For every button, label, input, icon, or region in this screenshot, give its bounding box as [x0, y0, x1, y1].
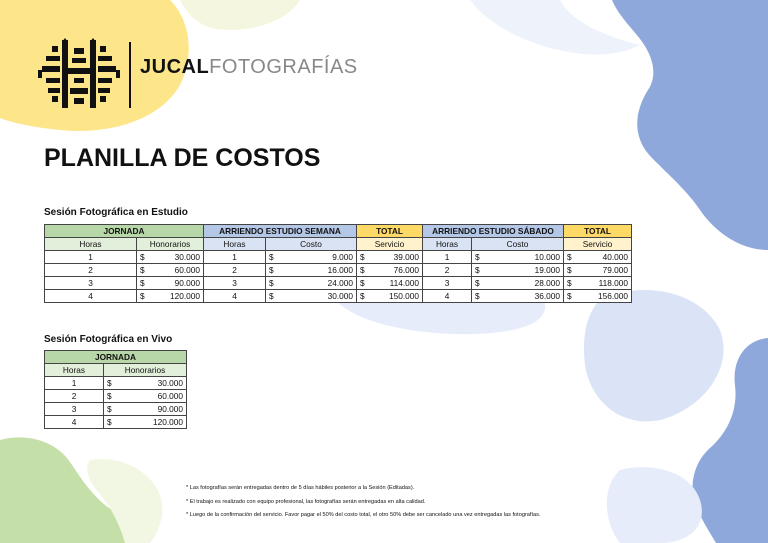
table-row [45, 377, 187, 390]
table-row [45, 277, 632, 290]
cell-value: 16.000 [327, 264, 354, 275]
cell-value: 60.000 [174, 264, 200, 275]
table-row [45, 264, 632, 277]
cell-value: 9.000 [332, 251, 354, 262]
header-jornada: JORNADA [45, 351, 187, 364]
subheader-servicio-weekday: Servicio [357, 238, 423, 251]
cell-weekday-horas: 3 [204, 277, 266, 290]
cell-horas: 1 [45, 377, 104, 390]
cell-honorarios [104, 390, 187, 403]
currency-symbol: $ [360, 251, 365, 262]
cell-horas: 3 [45, 277, 137, 290]
currency-symbol: $ [107, 403, 112, 414]
cell-weekday-costo [266, 264, 357, 277]
cell-value: 79.000 [602, 264, 629, 275]
currency-symbol: $ [567, 290, 572, 301]
currency-symbol: $ [107, 390, 112, 401]
logo-divider [129, 42, 131, 108]
currency-symbol: $ [567, 264, 572, 275]
cell-value: 28.000 [534, 277, 561, 288]
cell-value: 10.000 [534, 251, 561, 262]
subheader-servicio-saturday: Servicio [564, 238, 632, 251]
cell-value: 24.000 [327, 277, 354, 288]
cell-horas: 2 [45, 264, 137, 277]
cream-blob-top [180, 0, 300, 30]
subheader-costo-weekday: Costo [266, 238, 357, 251]
cell-value: 114.000 [389, 277, 420, 288]
live-header-row [45, 351, 187, 364]
table-row [45, 403, 187, 416]
cell-saturday-total [564, 277, 632, 290]
tribal-pattern-logo-icon [38, 38, 120, 110]
cell-value: 36.000 [534, 290, 561, 301]
currency-symbol: $ [360, 277, 365, 288]
currency-symbol: $ [107, 416, 112, 427]
studio-section-title: Sesión Fotográfica en Estudio [44, 207, 188, 218]
cell-value: 120.000 [153, 416, 183, 427]
cell-saturday-total [564, 290, 632, 303]
header-saturday-rental: ARRIENDO ESTUDIO SÁBADO [423, 225, 564, 238]
brand-part-2: FOTOGRAFÍAS [209, 56, 358, 78]
subheader-honorarios: Honorarios [137, 238, 204, 251]
currency-symbol: $ [269, 290, 274, 301]
currency-symbol: $ [269, 264, 274, 275]
currency-symbol: $ [360, 290, 365, 301]
footnote: * El trabajo es realizado con equipo profesional, las fotografías serán entregadas en alta calidad. [186, 498, 426, 505]
cell-horas: 1 [45, 251, 137, 264]
live-cost-table [44, 350, 187, 429]
cell-value: 19.000 [534, 264, 561, 275]
studio-header-row [45, 225, 632, 238]
cell-weekday-total [357, 251, 423, 264]
cell-saturday-costo [472, 277, 564, 290]
brand-part-1: JUCAL [140, 56, 210, 78]
live-section-title: Sesión Fotográfica en Vivo [44, 334, 173, 345]
cell-honorarios [137, 290, 204, 303]
currency-symbol: $ [567, 251, 572, 262]
cell-saturday-costo [472, 251, 564, 264]
page-title: PLANILLA DE COSTOS [44, 144, 321, 172]
header-jornada: JORNADA [45, 225, 204, 238]
currency-symbol: $ [475, 277, 480, 288]
subheader-honorarios: Honorarios [104, 364, 187, 377]
cell-horas: 2 [45, 390, 104, 403]
cell-saturday-horas: 3 [423, 277, 472, 290]
header-total-saturday: TOTAL [564, 225, 632, 238]
table-row [45, 416, 187, 429]
cell-horas: 3 [45, 403, 104, 416]
currency-symbol: $ [475, 290, 480, 301]
cell-weekday-costo [266, 277, 357, 290]
cell-saturday-total [564, 251, 632, 264]
footnotes [186, 482, 540, 523]
blue-blob-top-right [612, 0, 768, 250]
subheader-horas-weekday: Horas [204, 238, 266, 251]
cell-value: 90.000 [157, 403, 183, 414]
currency-symbol: $ [269, 251, 274, 262]
cell-weekday-horas: 4 [204, 290, 266, 303]
subheader-horas-saturday: Horas [423, 238, 472, 251]
cell-honorarios [137, 264, 204, 277]
cell-value: 90.000 [174, 277, 200, 288]
currency-symbol: $ [107, 377, 112, 388]
table-row [45, 251, 632, 264]
subheader-horas: Horas [45, 364, 104, 377]
studio-subheader-row [45, 238, 632, 251]
cell-value: 60.000 [157, 390, 183, 401]
cell-honorarios [137, 251, 204, 264]
cell-weekday-total [357, 277, 423, 290]
cell-weekday-costo [266, 251, 357, 264]
cell-value: 39.000 [393, 251, 420, 262]
light-blue-blob-top [470, 0, 640, 54]
cell-value: 30.000 [157, 377, 183, 388]
cell-saturday-total [564, 264, 632, 277]
light-blue-blob-bottom-right [607, 467, 702, 543]
currency-symbol: $ [475, 251, 480, 262]
cell-saturday-costo [472, 290, 564, 303]
subheader-horas: Horas [45, 238, 137, 251]
cell-value: 156.000 [598, 290, 629, 301]
cell-honorarios [104, 377, 187, 390]
cell-honorarios [137, 277, 204, 290]
cell-saturday-costo [472, 264, 564, 277]
currency-symbol: $ [140, 264, 145, 275]
cell-value: 30.000 [174, 251, 200, 262]
header-total-weekday: TOTAL [357, 225, 423, 238]
currency-symbol: $ [140, 277, 145, 288]
footnote: * Luego de la confirmación del servicio. Favor pagar el 50% del costo total, el otro 50% debe ser cancelado una vez entregadas las fotografías. [186, 512, 541, 518]
light-blue-blob-right [584, 290, 724, 421]
currency-symbol: $ [360, 264, 365, 275]
cell-weekday-horas: 2 [204, 264, 266, 277]
subheader-costo-saturday: Costo [472, 238, 564, 251]
cell-saturday-horas: 2 [423, 264, 472, 277]
cell-honorarios [104, 416, 187, 429]
cell-weekday-costo [266, 290, 357, 303]
live-subheader-row [45, 364, 187, 377]
cell-horas: 4 [45, 290, 137, 303]
header-weekday-rental: ARRIENDO ESTUDIO SEMANA [204, 225, 357, 238]
currency-symbol: $ [567, 277, 572, 288]
cell-value: 30.000 [327, 290, 354, 301]
cell-saturday-horas: 1 [423, 251, 472, 264]
cell-weekday-total [357, 264, 423, 277]
table-row [45, 290, 632, 303]
cell-value: 118.000 [598, 277, 629, 288]
cell-horas: 4 [45, 416, 104, 429]
cell-honorarios [104, 403, 187, 416]
cell-value: 150.000 [389, 290, 420, 301]
currency-symbol: $ [140, 290, 145, 301]
cell-value: 120.000 [170, 290, 200, 301]
cell-saturday-horas: 4 [423, 290, 472, 303]
cell-value: 40.000 [602, 251, 629, 262]
cell-value: 76.000 [393, 264, 420, 275]
studio-cost-table [44, 224, 632, 303]
currency-symbol: $ [269, 277, 274, 288]
currency-symbol: $ [140, 251, 145, 262]
currency-symbol: $ [475, 264, 480, 275]
footnote: * Las fotografías serán entregadas dentro de 5 días hábiles posterior a la Sesión (Editadas). [186, 485, 415, 491]
table-row [45, 390, 187, 403]
cell-weekday-horas: 1 [204, 251, 266, 264]
cell-weekday-total [357, 290, 423, 303]
brand-wordmark [140, 56, 358, 79]
